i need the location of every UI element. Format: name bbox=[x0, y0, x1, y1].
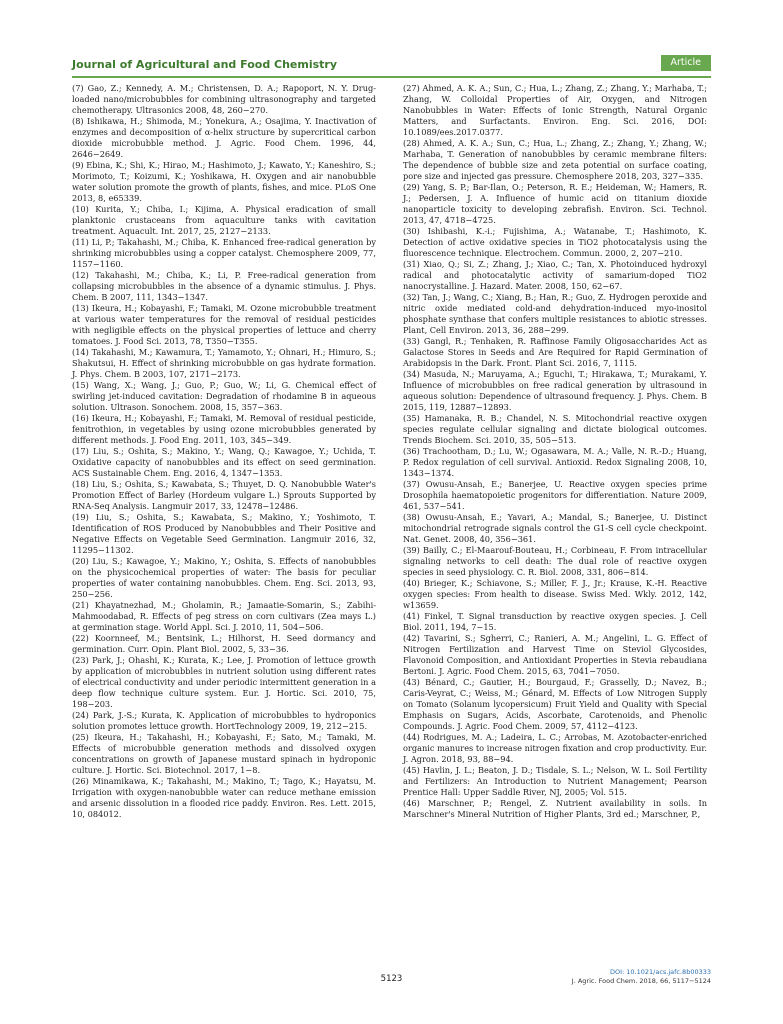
reference-item: (40) Brieger, K.; Schiavone, S.; Miller, F. J., Jr.; Krause, K.-H. Reactive oxygen species: From health to disease. Swiss Med. Wkly. 2012, 142, w13659. bbox=[403, 578, 707, 610]
reference-item: (35) Hamanaka, R. B.; Chandel, N. S. Mitochondrial reactive oxygen species regulate cellular signaling and dictate biological outcomes. Trends Biochem. Sci. 2010, 35, 505−513. bbox=[403, 413, 707, 445]
reference-item: (29) Yang, S. P.; Bar-Ilan, O.; Peterson, R. E.; Heideman, W.; Hamers, R. J.; Pedersen, J. A. Influence of humic acid on titanium dioxide nanoparticle toxicity to developing zebrafish. Environ. Sci. Technol. 2013, 47, 4718−4725. bbox=[403, 182, 707, 225]
reference-item: (34) Masuda, N.; Maruyama, A.; Eguchi, T.; Hirakawa, T.; Murakami, Y. Influence of microbubbles on free radical generation by ultrasound in aqueous solution: Dependence of ultrasound frequency. J. Phys. Chem. B 2015, 119, 12887−12893. bbox=[403, 369, 707, 412]
reference-item: (21) Khayatnezhad, M.; Gholamin, R.; Jamaatie-Somarin, S.; Zabihi-Mahmoodabad, R. Effects of peg stress on corn cultivars (Zea mays L.) at germination stage. World Appl. Sci. J. 2010, 11, 504−506. bbox=[72, 600, 376, 632]
reference-item: (14) Takahashi, M.; Kawamura, T.; Yamamoto, Y.; Ohnari, H.; Himuro, S.; Shakutsui, H. Effect of shrinking microbubble on gas hydrate formation. J. Phys. Chem. B 2003, 107, 2171−2173. bbox=[72, 347, 376, 379]
reference-item: (45) Havlin, J. L.; Beaton, J. D.; Tisdale, S. L.; Nelson, W. L. Soil Fertility and Fertilizers: An Introduction to Nutrient Management; Pearson Prentice Hall: Upper Saddle River, NJ, 2005; Vol. 515. bbox=[403, 765, 707, 797]
reference-item: (38) Owusu-Ansah, E.; Yavari, A.; Mandal, S.; Banerjee, U. Distinct mitochondrial retrograde signals control the G1-S cell cycle checkpoint. Nat. Genet. 2008, 40, 356−361. bbox=[403, 512, 707, 544]
references-right-column bbox=[403, 83, 707, 820]
reference-item: (41) Finkel, T. Signal transduction by reactive oxygen species. J. Cell Biol. 2011, 194, 7−15. bbox=[403, 611, 707, 632]
reference-item: (20) Liu, S.; Kawagoe, Y.; Makino, Y.; Oshita, S. Effects of nanobubbles on the physicochemical properties of water: The basis for peculiar properties of water containing nanobubbles. Chem. Eng. Sci. 2013, 93, 250−256. bbox=[72, 556, 376, 599]
reference-item: (9) Ebina, K.; Shi, K.; Hirao, M.; Hashimoto, J.; Kawato, Y.; Kaneshiro, S.; Morimoto, T.; Koizumi, K.; Yoshikawa, H. Oxygen and air nanobubble water solution promote the growth of plants, fishes, and mice. PLoS One 2013, 8, e65339. bbox=[72, 160, 376, 203]
reference-item: (22) Koornneef, M.; Bentsink, L.; Hilhorst, H. Seed dormancy and germination. Curr. Opin. Plant Biol. 2002, 5, 33−36. bbox=[72, 633, 376, 654]
reference-item: (32) Tan, J.; Wang, C.; Xiang, B.; Han, R.; Guo, Z. Hydrogen peroxide and nitric oxide mediated cold-and dehydration-induced myo-inositol phosphate synthase that confers multiple resistances to abiotic stresses. Plant, Cell Environ. 2013, 36, 288−299. bbox=[403, 292, 707, 335]
reference-item: (28) Ahmed, A. K. A.; Sun, C.; Hua, L.; Zhang, Z.; Zhang, Y.; Zhang, W.; Marhaba, T. Generation of nanobubbles by ceramic membrane filters: The dependence of bubble size and zeta potential on surface coating, pore size and injected gas pressure. Chemosphere 2018, 203, 327−335. bbox=[403, 138, 707, 181]
reference-item: (30) Ishibashi, K.-i.; Fujishima, A.; Watanabe, T.; Hashimoto, K. Detection of active oxidative species in TiO2 photocatalysis using the fluorescence technique. Electrochem. Commun. 2000, 2, 207−210. bbox=[403, 226, 707, 258]
journal-citation: J. Agric. Food Chem. 2018, 66, 5117−5124 bbox=[571, 977, 711, 985]
reference-item: (11) Li, P.; Takahashi, M.; Chiba, K. Enhanced free-radical generation by shrinking microbubbles using a copper catalyst. Chemosphere 2009, 77, 1157−1160. bbox=[72, 237, 376, 269]
article-type-badge: Article bbox=[661, 55, 711, 71]
reference-item: (23) Park, J.; Ohashi, K.; Kurata, K.; Lee, J. Promotion of lettuce growth by application of microbubbles in nutrient solution using different rates of electrical conductivity and under periodic intermittent generation in a deep flow technique culture system. Eur. J. Hortic. Sci. 2010, 75, 198−203. bbox=[72, 655, 376, 709]
reference-item: (33) Gangl, R.; Tenhaken, R. Raffinose Family Oligosaccharides Act as Galactose Stores in Seeds and Are Required for Rapid Germination of Arabidopsis in the Dark. Front. Plant Sci. 2016, 7, 1115. bbox=[403, 336, 707, 368]
reference-item: (44) Rodrigues, M. A.; Ladeira, L. C.; Arrobas, M. Azotobacter-enriched organic manures to increase nitrogen fixation and crop productivity. Eur. J. Agron. 2018, 93, 88−94. bbox=[403, 732, 707, 764]
footer-citation bbox=[572, 968, 711, 986]
reference-item: (17) Liu, S.; Oshita, S.; Makino, Y.; Wang, Q.; Kawagoe, Y.; Uchida, T. Oxidative capacity of nanobubbles and its effect on seed germination. ACS Sustainable Chem. Eng. 2016, 4, 1347−1353. bbox=[72, 446, 376, 478]
header-rule bbox=[72, 76, 711, 78]
reference-item: (12) Takahashi, M.; Chiba, K.; Li, P. Free-radical generation from collapsing microbubbles in the absence of a dynamic stimulus. J. Phys. Chem. B 2007, 111, 1343−1347. bbox=[72, 270, 376, 302]
reference-item: (26) Minamikawa, K.; Takahashi, M.; Makino, T.; Tago, K.; Hayatsu, M. Irrigation with oxygen-nanobubble water can reduce methane emission and arsenic dissolution in a flooded rice paddy. Environ. Res. Lett. 2015, 10, 084012. bbox=[72, 776, 376, 819]
page-number: 5123 bbox=[380, 974, 403, 984]
reference-item: (36) Trachootham, D.; Lu, W.; Ogasawara, M. A.; Valle, N. R.-D.; Huang, P. Redox regulation of cell survival. Antioxid. Redox Signaling 2008, 10, 1343−1374. bbox=[403, 446, 707, 478]
reference-item: (24) Park, J.-S.; Kurata, K. Application of microbubbles to hydroponics solution promotes lettuce growth. HortTechnology 2009, 19, 212−215. bbox=[72, 710, 376, 731]
reference-item: (46) Marschner, P.; Rengel, Z. Nutrient availability in soils. In Marschner's Mineral Nutrition of Higher Plants, 3rd ed.; Marschner, P., bbox=[403, 798, 707, 819]
reference-item: (19) Liu, S.; Oshita, S.; Kawabata, S.; Makino, Y.; Yoshimoto, T. Identification of ROS Produced by Nanobubbles and Their Positive and Negative Effects on Vegetable Seed Germination. Langmuir 2016, 32, 11295−11302. bbox=[72, 512, 376, 555]
reference-item: (10) Kurita, Y.; Chiba, I.; Kijima, A. Physical eradication of small planktonic crustaceans from aquaculture tanks with cavitation treatment. Aquacult. Int. 2017, 25, 2127−2133. bbox=[72, 204, 376, 236]
page-header bbox=[72, 58, 711, 76]
references-left-column bbox=[72, 83, 376, 820]
doi-link[interactable]: DOI: 10.1021/acs.jafc.8b00333 bbox=[609, 968, 711, 976]
reference-item: (43) Bénard, C.; Gautier, H.; Bourgaud, F.; Grasselly, D.; Navez, B.; Caris-Veyrat, C.; Weiss, M.; Génard, M. Effects of Low Nitrogen Supply on Tomato (Solanum lycopersicum) Fruit Yield and Quality with Special Emphasis on Sugars, Acids, Ascorbate, Carotenoids, and Phenolic Compounds. J. Agric. Food Chem. 2009, 57, 4112−4123. bbox=[403, 677, 707, 731]
reference-item: (8) Ishikawa, H.; Shimoda, M.; Yonekura, A.; Osajima, Y. Inactivation of enzymes and decomposition of α-helix structure by supercritical carbon dioxide microbubble method. J. Agric. Food Chem. 1996, 44, 2646−2649. bbox=[72, 116, 376, 159]
reference-item: (39) Bailly, C.; El-Maarouf-Bouteau, H.; Corbineau, F. From intracellular signaling networks to cell death: The dual role of reactive oxygen species in seed physiology. C. R. Biol. 2008, 331, 806−814. bbox=[403, 545, 707, 577]
reference-item: (7) Gao, Z.; Kennedy, A. M.; Christensen, D. A.; Rapoport, N. Y. Drug-loaded nano/microbubbles for combining ultrasonography and targeted chemotherapy. Ultrasonics 2008, 48, 260−270. bbox=[72, 83, 376, 115]
reference-item: (37) Owusu-Ansah, E.; Banerjee, U. Reactive oxygen species prime Drosophila haematopoietic progenitors for differentiation. Nature 2009, 461, 537−541. bbox=[403, 479, 707, 511]
reference-item: (15) Wang, X.; Wang, J.; Guo, P.; Guo, W.; Li, G. Chemical effect of swirling jet-induced cavitation: Degradation of rhodamine B in aqueous solution. Ultrason. Sonochem. 2008, 15, 357−363. bbox=[72, 380, 376, 412]
reference-item: (16) Ikeura, H.; Kobayashi, F.; Tamaki, M. Removal of residual pesticide, fenitrothion, in vegetables by using ozone microbubbles generated by different methods. J. Food Eng. 2011, 103, 345−349. bbox=[72, 413, 376, 445]
reference-item: (31) Xiao, Q.; Si, Z.; Zhang, J.; Xiao, C.; Tan, X. Photoinduced hydroxyl radical and photocatalytic activity of samarium-doped TiO2 nanocrystalline. J. Hazard. Mater. 2008, 150, 62−67. bbox=[403, 259, 707, 291]
reference-item: (42) Tavarini, S.; Sgherri, C.; Ranieri, A. M.; Angelini, L. G. Effect of Nitrogen Fertilization and Harvest Time on Steviol Glycosides, Flavonoid Composition, and Antioxidant Properties in Stevia rebaudiana Bertoni. J. Agric. Food Chem. 2015, 63, 7041−7050. bbox=[403, 633, 707, 676]
reference-item: (27) Ahmed, A. K. A.; Sun, C.; Hua, L.; Zhang, Z.; Zhang, Y.; Marhaba, T.; Zhang, W. Colloidal Properties of Air, Oxygen, and Nitrogen Nanobubbles in Water: Effects of Ionic Strength, Natural Organic Matters, and Surfactants. Environ. Eng. Sci. 2016, DOI: 10.1089/ees.2017.0377. bbox=[403, 83, 707, 137]
reference-item: (25) Ikeura, H.; Takahashi, H.; Kobayashi, F.; Sato, M.; Tamaki, M. Effects of microbubble generation methods and dissolved oxygen concentrations on growth of Japanese mustard spinach in hydroponic culture. J. Hortic. Sci. Biotechnol. 2017, 1−8. bbox=[72, 732, 376, 775]
journal-title: Journal of Agricultural and Food Chemistry bbox=[72, 58, 338, 71]
reference-item: (13) Ikeura, H.; Kobayashi, F.; Tamaki, M. Ozone microbubble treatment at various water temperatures for the removal of residual pesticides with negligible effects on the physical properties of lettuce and cherry tomatoes. J. Food Sci. 2013, 78, T350−T355. bbox=[72, 303, 376, 346]
reference-item: (18) Liu, S.; Oshita, S.; Kawabata, S.; Thuyet, D. Q. Nanobubble Water's Promotion Effect of Barley (Hordeum vulgare L.) Sprouts Supported by RNA-Seq Analysis. Langmuir 2017, 33, 12478−12486. bbox=[72, 479, 376, 511]
